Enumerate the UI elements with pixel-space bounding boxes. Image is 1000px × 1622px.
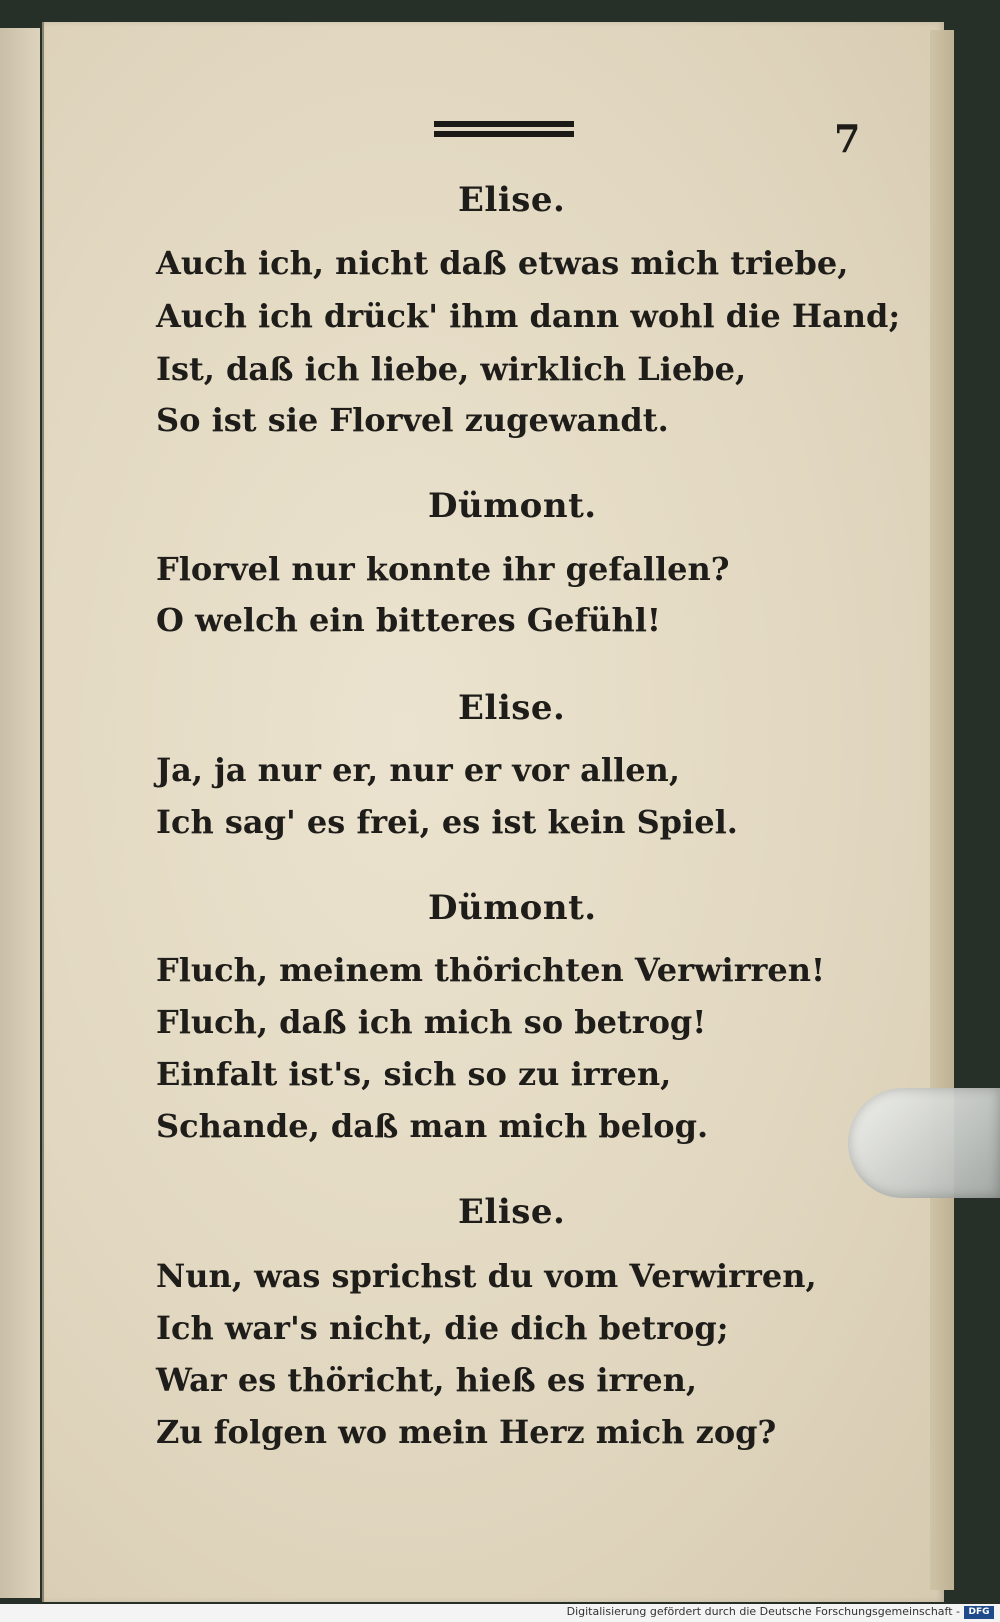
verse-line: Ich war's nicht, die dich betrog; [156, 1309, 729, 1347]
verse-line: Florvel nur konnte ihr gefallen? [156, 550, 730, 588]
header-rule-secondary [434, 131, 574, 137]
verse-line: So ist sie Florvel zugewandt. [156, 401, 669, 439]
verse-line: O welch ein bitteres Gefühl! [156, 601, 661, 639]
verse-line: Ja, ja nur er, nur er vor allen, [156, 751, 680, 789]
verse-line: Zu folgen wo mein Herz mich zog? [156, 1413, 777, 1451]
speaker-name: Elise. [458, 180, 566, 220]
verse-line: Auch ich, nicht daß etwas mich triebe, [156, 244, 849, 282]
header-rule [434, 121, 574, 127]
gutter-line [42, 22, 44, 1602]
verse-line: Ist, daß ich liebe, wirklich Liebe, [156, 350, 747, 388]
verse-line: War es thöricht, hieß es irren, [156, 1361, 698, 1399]
page-stack-edge [930, 30, 954, 1590]
scanner-thumb-clip [848, 1088, 1000, 1198]
speaker-name: Dümont. [428, 888, 597, 928]
verse-line: Nun, was sprichst du vom Verwirren, [156, 1257, 817, 1295]
verse-line: Fluch, daß ich mich so betrog! [156, 1003, 707, 1041]
speaker-name: Elise. [458, 1192, 566, 1232]
speaker-name: Dümont. [428, 486, 597, 526]
speaker-name: Elise. [458, 688, 566, 728]
dfg-logo: DFG [964, 1606, 994, 1619]
page-number: 7 [834, 116, 861, 161]
footer-credit: Digitalisierung gefördert durch die Deutsche Forschungsgemeinschaft - [566, 1605, 960, 1618]
verse-line: Fluch, meinem thörichten Verwirren! [156, 951, 826, 989]
verse-line: Ich sag' es frei, es ist kein Spiel. [156, 803, 738, 841]
verse-line: Auch ich drück' ihm dann wohl die Hand; [156, 297, 901, 335]
facing-page-edge [0, 28, 40, 1598]
verse-line: Einfalt ist's, sich so zu irren, [156, 1055, 672, 1093]
verse-line: Schande, daß man mich belog. [156, 1107, 709, 1145]
